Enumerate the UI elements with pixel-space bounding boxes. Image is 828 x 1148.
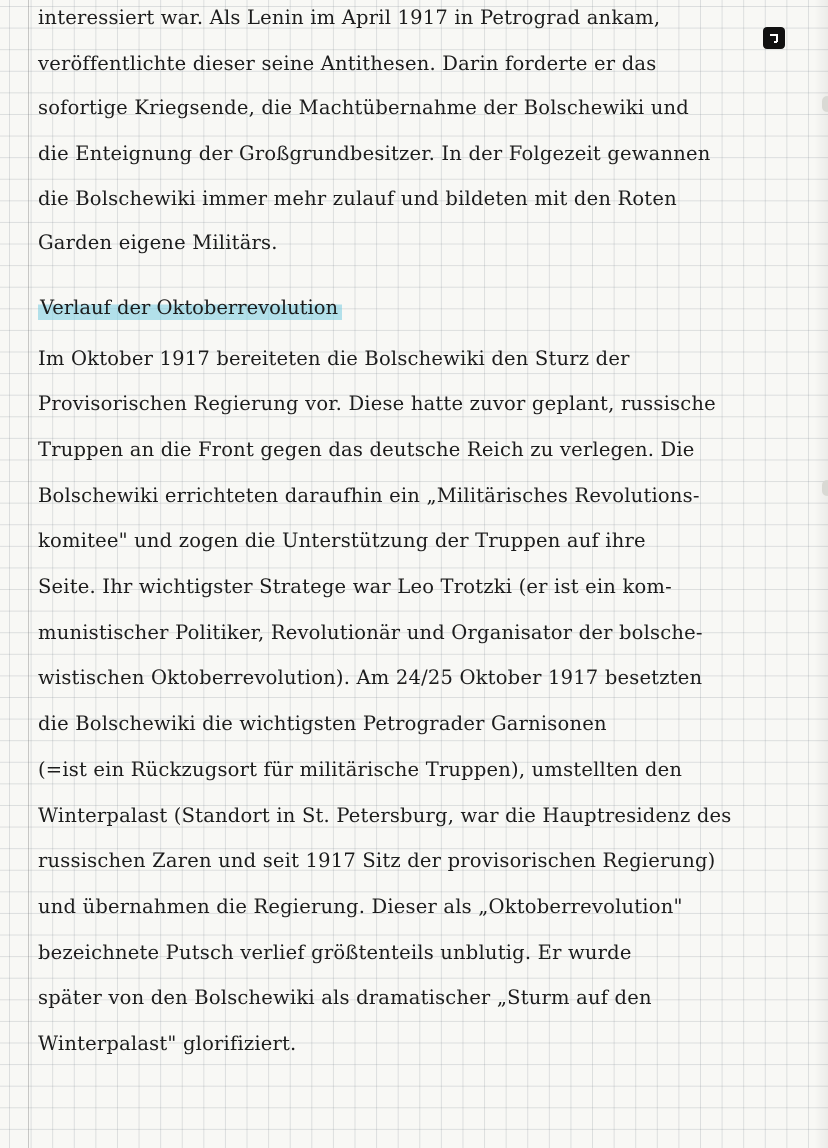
text-line: Winterpalast" glorifiziert. [38,1032,297,1055]
section-heading: Verlauf der Oktoberrevolution [38,294,342,322]
margin-line [28,0,29,1148]
text-line: die Bolschewiki die wichtigsten Petrograder Garnisonen [38,712,607,735]
text-line: wistischen Oktoberrevolution). Am 24/25 Oktober 1917 besetzten [38,666,703,689]
text-line: und übernahmen die Regierung. Dieser als „Oktoberrevolution" [38,895,683,918]
binder-hole [822,96,828,112]
back-arrow-icon[interactable] [763,27,785,49]
text-line: die Bolschewiki immer mehr zulauf und bildeten mit den Roten [38,187,677,210]
text-line: interessiert war. Als Lenin im April 1917 in Petrograd ankam, [38,6,661,29]
binder-hole [822,480,828,496]
text-line: Bolschewiki errichteten daraufhin ein „Militärisches Revolutions- [38,484,700,507]
text-line: munistischer Politiker, Revolutionär und Organisator der bolsche- [38,621,703,644]
text-line: Im Oktober 1917 bereiteten die Bolschewiki den Sturz der [38,347,630,370]
text-line: komitee" und zogen die Unterstützung der Truppen auf ihre [38,529,646,552]
text-line: die Enteignung der Großgrundbesitzer. In der Folgezeit gewannen [38,142,711,165]
text-line: veröffentlichte dieser seine Antithesen. Darin forderte er das [38,52,657,75]
page-edge [814,0,828,1148]
text-line: russischen Zaren und seit 1917 Sitz der provisorischen Regierung) [38,849,716,872]
text-line: Winterpalast (Standort in St. Petersburg, war die Hauptresidenz des [38,804,732,827]
text-line: Truppen an die Front gegen das deutsche Reich zu verlegen. Die [38,438,695,461]
text-line: Garden eigene Militärs. [38,231,278,254]
text-line: Seite. Ihr wichtigster Stratege war Leo Trotzki (er ist ein kom- [38,575,672,598]
text-line: später von den Bolschewiki als dramatischer „Sturm auf den [38,986,652,1009]
text-line: Provisorischen Regierung vor. Diese hatte zuvor geplant, russische [38,392,716,415]
text-line: bezeichnete Putsch verlief größtenteils unblutig. Er wurde [38,941,632,964]
text-line: (=ist ein Rückzugsort für militärische Truppen), umstellten den [38,758,683,781]
text-line: sofortige Kriegsende, die Machtübernahme der Bolschewiki und [38,96,689,119]
